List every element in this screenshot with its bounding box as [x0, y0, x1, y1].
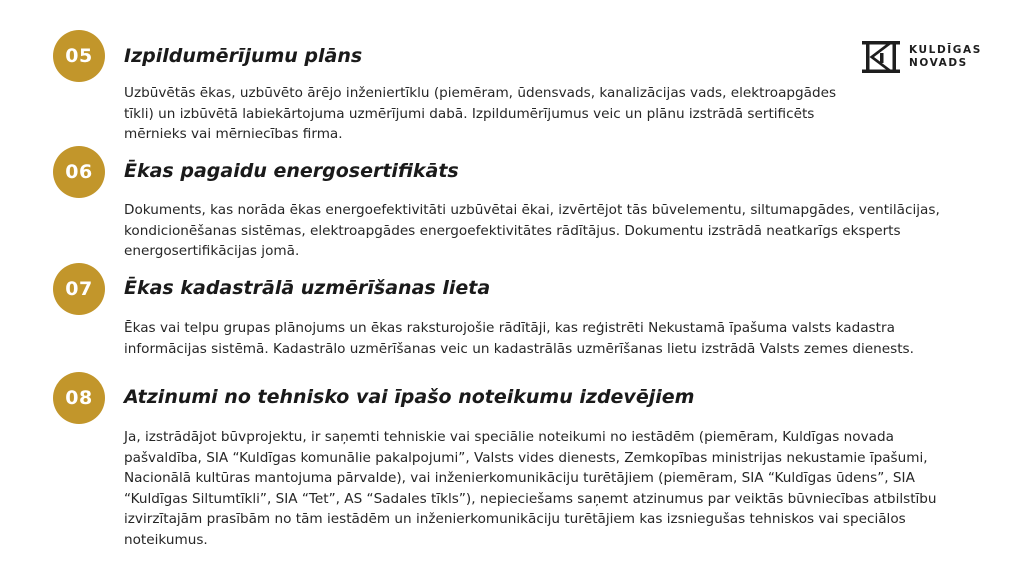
section-number-badge: 08 — [53, 372, 105, 424]
logo-mark-icon — [862, 41, 900, 73]
section-number-badge: 06 — [53, 146, 105, 198]
section-number-badge: 07 — [53, 263, 105, 315]
logo-wordmark — [909, 44, 982, 70]
section-body: Uzbūvētās ēkas, uzbūvēto ārējo inženiertīklu (piemēram, ūdensvads, kanalizācijas vads, elektroapgādes tīkli) un izbūvētā labiekārtojuma uzmērījumi dabā. Izpildumērījumus veic un plānu izstrādā sertificēts mērnieks vai mērniecības firma. — [124, 85, 837, 142]
section-title: Ēkas kadastrālā uzmērīšanas lieta — [124, 277, 491, 299]
section-body: Ja, izstrādājot būvprojektu, ir saņemti tehniskie vai speciālie noteikumi no iestādēm (piemēram, Kuldīgas novada pašvaldība, SIA “Kuldīgas komunālie pakalpojumi”, Valsts vides dienests, Zemkopības ministrijas nekustamie īpašumi, Nacionālā kultūras mantojuma pārvalde), vai inženierkomunikāciju turētājiem (piemēram, SIA “Kuldīgas ūdens”, SIA “Kuldīgas Siltumtīkli”, SIA “Tet”, AS “Sadales tīkls”), nepieciešams saņemt atzinumus par veiktās būvniecības atbilstību izvirzītajām prasībām no tām iestādēm un inženierkomunikāciju turētājiem kas izsniegušas tehniskos vai speciālos noteikumus. — [124, 429, 937, 548]
logo-line-2: NOVADS — [909, 57, 968, 69]
section-title: Izpildumērījumu plāns — [124, 45, 363, 67]
section-title: Ēkas pagaidu energosertifikāts — [124, 160, 459, 182]
kuldigas-novads-logo — [862, 41, 982, 73]
section-number-badge: 05 — [53, 30, 105, 82]
section-title: Atzinumi no tehnisko vai īpašo noteikumu izdevējiem — [124, 386, 695, 408]
logo-line-1: KULDĪGAS — [909, 44, 982, 56]
section-body: Dokuments, kas norāda ēkas energoefektivitāti uzbūvētai ēkai, izvērtējot tās būvelementu, siltumapgādes, ventilācijas, kondicionēšanas sistēmas, elektroapgādes energoefektivitātes rādītājus. Dokumentu izstrādā neatkarīgs eksperts energosertifikācijas jomā. — [124, 202, 940, 259]
section-body: Ēkas vai telpu grupas plānojums un ēkas raksturojošie rādītāji, kas reģistrēti Nekustamā īpašuma valsts kadastra informācijas sistēmā. Kadastrālo uzmērīšanas veic un kadastrālās uzmērīšanas lietu izstrādā Valsts zemes dienests. — [124, 320, 914, 357]
